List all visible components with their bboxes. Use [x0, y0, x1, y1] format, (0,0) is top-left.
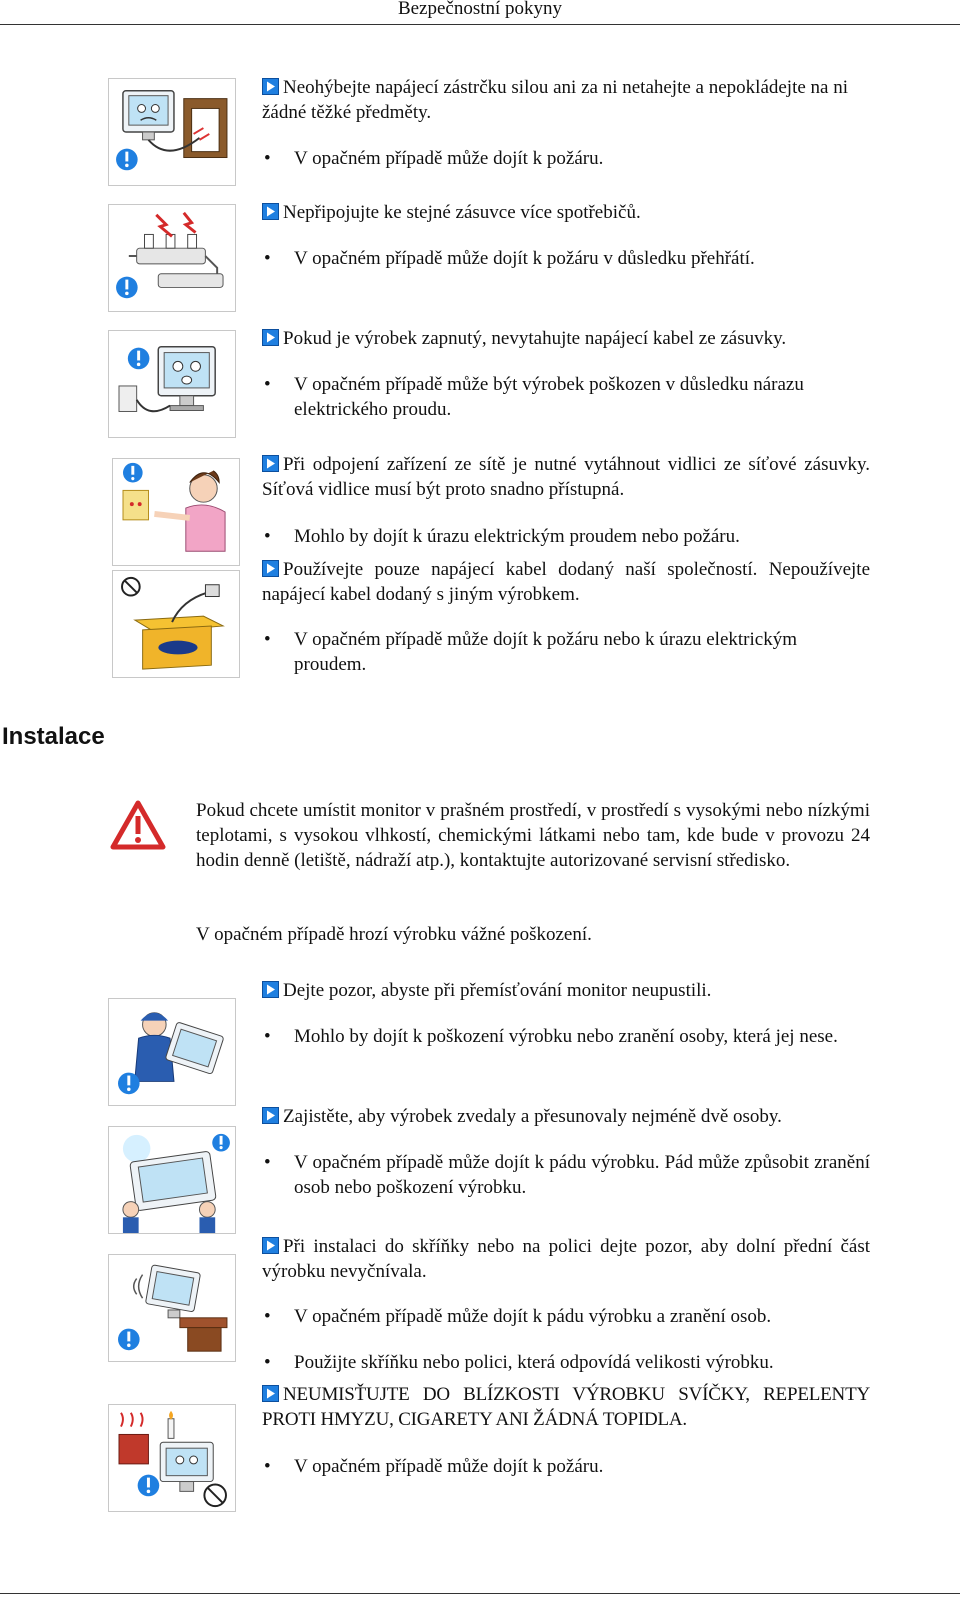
- bullet-dot: •: [264, 248, 271, 269]
- play-bullet-icon: [262, 560, 279, 577]
- page-header: [0, 0, 960, 25]
- installation-caution-note: V opačném případě hrozí výrobku vážné poškození.: [196, 924, 592, 945]
- bullet-dot: •: [264, 1152, 271, 1173]
- lead-text: Při instalaci do skříňky nebo na polici dejte pozor, aby dolní přední část výrobku nevyčnívala.: [262, 1236, 870, 1282]
- install-item-lead: [262, 1382, 870, 1432]
- lead-text: Používejte pouze napájecí kabel dodaný naší společností. Nepoužívejte napájecí kabel dodaný s jiným výrobkem.: [262, 559, 870, 605]
- shelf-edge-illustration: [108, 1254, 236, 1362]
- bullet-text: V opačném případě může být výrobek poškozen v důsledku nárazu elektrického proudu.: [294, 374, 804, 420]
- bullet-text: V opačném případě může dojít k požáru.: [294, 148, 604, 169]
- lead-text: NEUMISŤUJTE DO BLÍZKOSTI VÝROBKU SVÍČKY, REPELENTY PROTI HMYZU, CIGARETY ANI ŽÁDNÁ TOPIDLA.: [262, 1384, 870, 1430]
- bullet-dot: •: [264, 629, 271, 650]
- bullet-dot: •: [264, 1306, 271, 1327]
- power-item-bullet: [262, 246, 870, 271]
- power-item-lead: [262, 200, 870, 225]
- bullet-text: V opačném případě může dojít k požáru nebo k úrazu elektrickým proudem.: [294, 629, 797, 675]
- bullet-text: V opačném případě může dojít k požáru v důsledku přehřátí.: [294, 248, 755, 269]
- power-item-bullet: [262, 524, 870, 549]
- lead-text: Neohýbejte napájecí zástrčku silou ani za ni netahejte a nepokládejte na ni žádné těžké předměty.: [262, 77, 849, 123]
- unplug-on-illustration: [108, 330, 236, 438]
- bent-plug-illustration: [108, 78, 236, 186]
- section-title-installation: Instalace: [2, 723, 105, 750]
- bullet-text: V opačném případě může dojít k požáru.: [294, 1456, 604, 1477]
- install-item-lead: [262, 1234, 870, 1284]
- candle-heat-illustration: [108, 1404, 236, 1512]
- bullet-dot: •: [264, 148, 271, 169]
- lead-text: Dejte pozor, abyste při přemísťování monitor neupustili.: [283, 980, 712, 1001]
- play-bullet-icon: [262, 329, 279, 346]
- warning-triangle-icon: [110, 800, 166, 850]
- installation-caution-text: Pokud chcete umístit monitor v prašném prostředí, v prostředí s vysokými nebo nízkými teplotami, s vysokou vlhkostí, chemickými látkami nebo tam, kde bude v provozu 24 hodin denně (letiště, nádraží atp.), kontaktujte autorizované servisní středisko.: [196, 800, 870, 871]
- bullet-dot: •: [264, 526, 271, 547]
- play-bullet-icon: [262, 1385, 279, 1402]
- lead-text: Nepřipojujte ke stejné zásuvce více spotřebičů.: [283, 202, 641, 223]
- bullet-dot: •: [264, 1456, 271, 1477]
- footer-rule: [0, 1593, 960, 1594]
- carry-monitor-illustration: [108, 998, 236, 1106]
- power-item-bullet: [262, 627, 870, 677]
- install-item-bullet: [262, 1150, 870, 1200]
- bullet-text: V opačném případě může dojít k pádu výrobku a zranění osob.: [294, 1306, 772, 1327]
- supplied-cable-illustration: [112, 570, 240, 678]
- power-item-lead: [262, 557, 870, 607]
- power-item-lead: [262, 452, 870, 502]
- two-person-lift-illustration: [108, 1126, 236, 1234]
- page-title: Bezpečnostní pokyny: [397, 0, 563, 19]
- bullet-dot: •: [264, 1352, 271, 1373]
- lead-text: Pokud je výrobek zapnutý, nevytahujte napájecí kabel ze zásuvky.: [283, 328, 787, 349]
- power-item-bullet: [262, 146, 870, 171]
- play-bullet-icon: [262, 203, 279, 220]
- bullet-dot: •: [264, 374, 271, 395]
- install-item-bullet: [262, 1304, 870, 1329]
- power-item-lead: [262, 326, 870, 351]
- power-item-bullet: [262, 372, 870, 422]
- install-item-bullet: [262, 1454, 870, 1479]
- bullet-text: Použijte skříňku nebo polici, která odpovídá velikosti výrobku.: [294, 1352, 774, 1373]
- play-bullet-icon: [262, 981, 279, 998]
- bullet-text: Mohlo by dojít k poškození výrobku nebo zranění osoby, která jej nese.: [294, 1026, 838, 1047]
- play-bullet-icon: [262, 1107, 279, 1124]
- play-bullet-icon: [262, 1237, 279, 1254]
- bullet-text: V opačném případě může dojít k pádu výrobku. Pád může způsobit zranění osob nebo poškození výrobku.: [294, 1152, 870, 1198]
- power-item-lead: [262, 75, 870, 125]
- lead-text: Při odpojení zařízení ze sítě je nutné vytáhnout vidlici ze síťové zásuvky. Síťová vidlice musí být proto snadno přístupná.: [262, 454, 870, 500]
- play-bullet-icon: [262, 455, 279, 472]
- install-item-bullet: [262, 1024, 870, 1049]
- play-bullet-icon: [262, 78, 279, 95]
- disconnect-plug-illustration: [112, 458, 240, 566]
- install-item-lead: [262, 1104, 870, 1129]
- lead-text: Zajistěte, aby výrobek zvedaly a přesunovaly nejméně dvě osoby.: [283, 1106, 782, 1127]
- bullet-dot: •: [264, 1026, 271, 1047]
- install-item-lead: [262, 978, 870, 1003]
- overload-illustration: [108, 204, 236, 312]
- install-item-bullet: [262, 1350, 870, 1375]
- bullet-text: Mohlo by dojít k úrazu elektrickým proudem nebo požáru.: [294, 526, 740, 547]
